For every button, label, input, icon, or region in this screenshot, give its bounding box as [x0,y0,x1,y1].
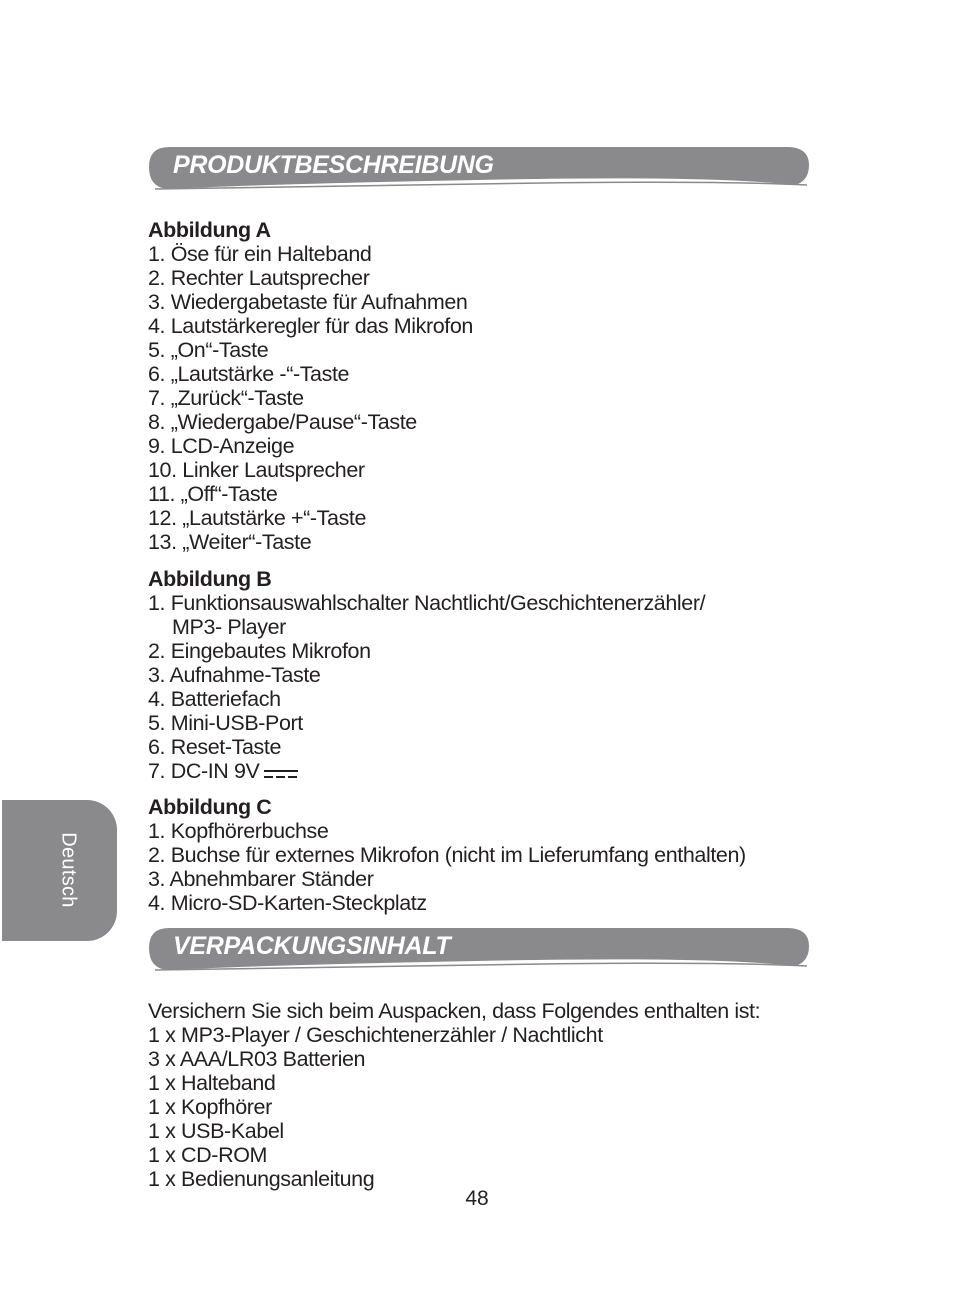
language-tab [2,800,117,941]
section-title: PRODUKTBESCHREIBUNG [173,151,494,179]
list-item: 2. Eingebautes Mikrofon [148,639,371,663]
list-item: 1 x USB-Kabel [148,1119,284,1143]
list-item-continuation: MP3- Player [172,615,286,639]
section-title: VERPACKUNGSINHALT [173,932,451,960]
figure-c-heading: Abbildung C [148,795,272,819]
list-item: 3. Abnehmbarer Ständer [148,867,374,891]
list-item: 12. „Lautstärke +“-Taste [148,506,367,530]
figure-a-list [148,218,828,554]
list-item: 3. Aufnahme-Taste [148,663,321,687]
list-item: 10. Linker Lautsprecher [148,458,365,482]
list-item: 1 x Bedienungsanleitung [148,1167,375,1191]
language-tab-label: Deutsch [57,832,80,908]
list-item: 2. Buchse für externes Mikrofon (nicht im Lieferumfang enthalten) [148,843,746,867]
section-banner-description [147,147,811,197]
list-item: 1 x MP3-Player / Geschichtenerzähler / Nachtlicht [148,1023,603,1047]
list-item: 6. „Lautstärke -“-Taste [148,362,350,386]
dc-symbol-icon [264,767,298,779]
contents-intro: Versichern Sie sich beim Auspacken, dass Folgendes enthalten ist: [148,999,761,1023]
figure-b-heading: Abbildung B [148,567,272,591]
list-item: 5. Mini-USB-Port [148,711,303,735]
list-item: 9. LCD-Anzeige [148,434,295,458]
figure-b-list [148,567,828,783]
list-item: 7. „Zurück“-Taste [148,386,304,410]
list-item: 1. Funktionsauswahlschalter Nachtlicht/Geschichtenerzähler/ [148,591,706,615]
list-item: 1 x Halteband [148,1071,276,1095]
package-contents [148,999,828,1191]
figure-a-heading: Abbildung A [148,218,271,242]
list-item: 2. Rechter Lautsprecher [148,266,370,290]
section-banner-contents [147,928,811,978]
list-item: 11. „Off“-Taste [148,482,278,506]
list-item: 8. „Wiedergabe/Pause“-Taste [148,410,417,434]
list-item [148,759,828,783]
list-item: 1. Kopfhörerbuchse [148,819,329,843]
list-item: 4. Micro-SD-Karten-Steckplatz [148,891,427,915]
list-item: 5. „On“-Taste [148,338,269,362]
list-item: 4. Batteriefach [148,687,281,711]
list-item: 4. Lautstärkeregler für das Mikrofon [148,314,473,338]
figure-c-list [148,795,828,915]
list-item: 1. Öse für ein Halteband [148,242,372,266]
list-item: 6. Reset-Taste [148,735,282,759]
list-item: 3. Wiedergabetaste für Aufnahmen [148,290,468,314]
list-item: 3 x AAA/LR03 Batterien [148,1047,366,1071]
list-item: 13. „Weiter“-Taste [148,530,312,554]
list-item: 1 x CD-ROM [148,1143,268,1167]
dc-in-label: 7. DC-IN 9V [148,759,260,783]
page-number: 48 [465,1187,489,1210]
list-item: 1 x Kopfhörer [148,1095,272,1119]
